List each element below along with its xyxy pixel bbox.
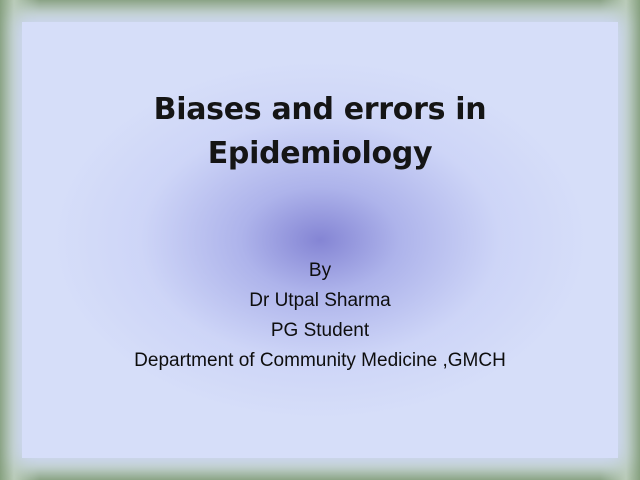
subtitle-role: PG Student: [270, 320, 370, 341]
subtitle-by: By: [308, 260, 332, 281]
subtitle-author: Dr Utpal Sharma: [249, 290, 391, 311]
title-line-1: Biases and errors in: [153, 92, 487, 127]
subtitle-department: Department of Community Medicine ,GMCH: [134, 350, 506, 371]
title-line-2: Epidemiology: [207, 136, 433, 171]
slide-subtitle: [0, 256, 640, 376]
slide-title: [0, 88, 640, 176]
